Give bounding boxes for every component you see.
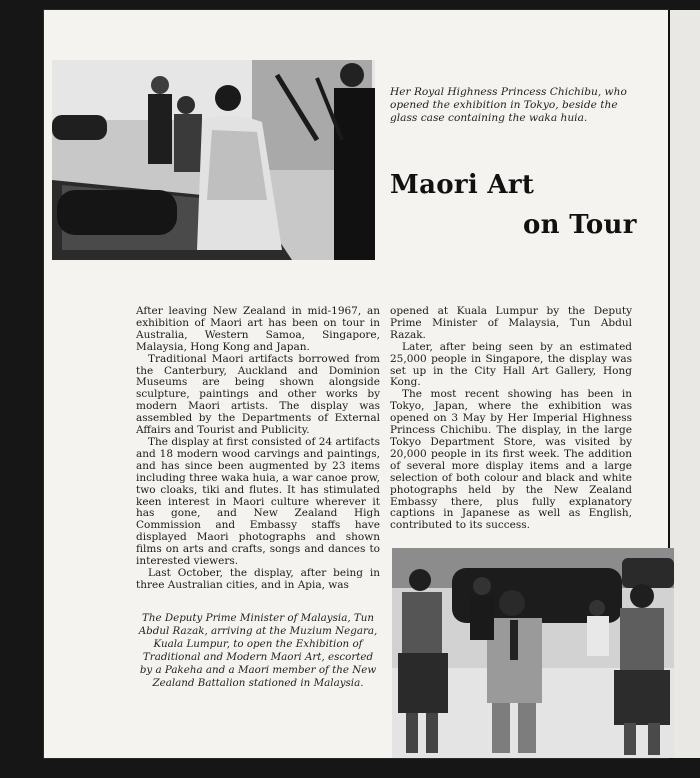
article-column-2 [390, 306, 632, 532]
article-title-line1: Maori Art [390, 170, 535, 200]
deputy-pm-arrival-photo [392, 548, 674, 758]
princess-photo-illustration [52, 60, 375, 260]
arrival-photo-illustration [392, 548, 674, 758]
paragraph: Later, after being seen by an estimated 25,000 people in Singapore, the display was set up in the City Hall Art Gallery, Hong Kong. [390, 340, 632, 389]
paragraph: Traditional Maori artifacts borrowed from the Canterbury, Auckland and Dominion Museums are being shown alongside sculpture, paintings and other works by modern Maori artists. The display was assembled by the Departments of External Affairs and Tourist and Publicity. [136, 352, 380, 437]
princess-exhibition-photo [52, 60, 375, 260]
paragraph: Last October, the display, after being in three Australian cities, and in Apia, was [136, 566, 380, 591]
photo2-caption: The Deputy Prime Minister of Malaysia, Tun Abdul Razak, arriving at the Muzium Negara, Kuala Lumpur, to open the Exhibition of Traditional and Modern Maori Art, escorted by a Pakeha and a Maori member of the New Zealand Battalion stationed in Malaysia. [138, 612, 378, 689]
paragraph: After leaving New Zealand in mid-1967, an exhibition of Maori art has been on tour in Australia, Western Samoa, Singapore, Malaysia, Hong Kong and Japan. [136, 305, 380, 353]
paragraph: opened at Kuala Lumpur by the Deputy Prime Minister of Malaysia, Tun Abdul Razak. [390, 305, 632, 341]
paragraph: The display at first consisted of 24 artifacts and 18 modern wood carvings and paintings, and has since been augmented by 23 items including three waka huia, a war canoe prow, two cloaks, tiki and flutes. It has stimulated keen interest in Maori culture wherever it has gone, and New Zealand High Commission and Embassy staffs have displayed Maori photographs and shown films on arts and crafts, songs and dances to interested viewers. [136, 435, 380, 568]
article-column-1 [136, 306, 380, 592]
paragraph: The most recent showing has been in Tokyo, Japan, where the exhibition was opened on 3 May by Her Imperial Highness Princess Chichibu. The display, in the large Tokyo Department Store, was visited by 20,000 people in its first week. The addition of several more display items and a large selection of both colour and black and white photographs held by the New Zealand Embassy there, plus fully explanatory captions in Japanese as well as English, contributed to its success. [390, 388, 632, 532]
photo1-caption: Her Royal Highness Princess Chichibu, who opened the exhibition in Tokyo, beside the glass case containing the waka huia. [390, 86, 627, 124]
article-title-line2: on Tour [523, 210, 637, 240]
